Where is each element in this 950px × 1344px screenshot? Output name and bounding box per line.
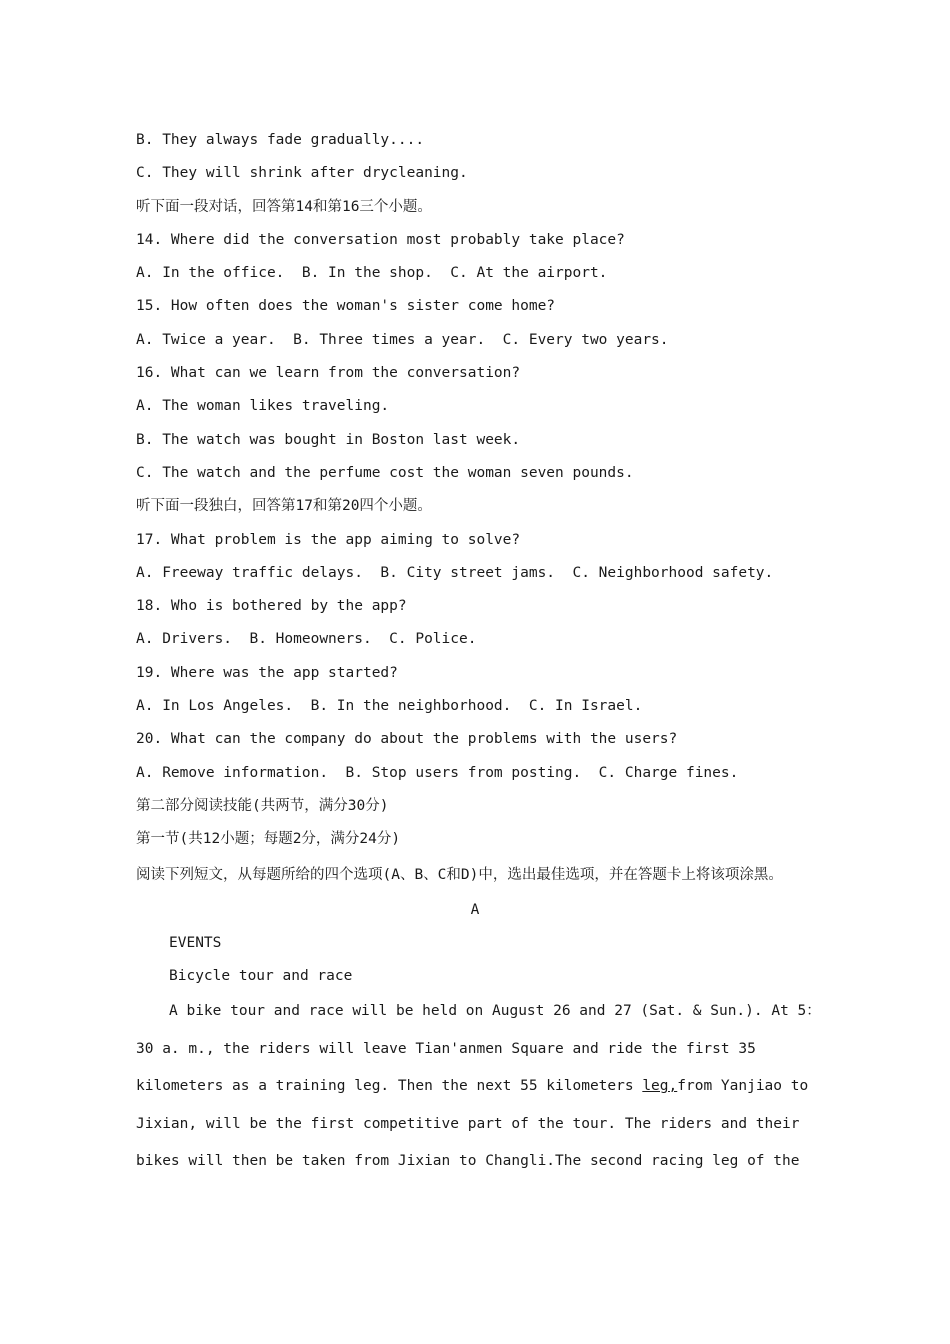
option-16-a: A. The woman likes traveling. bbox=[136, 398, 390, 415]
passage-subheading: Bicycle tour and race bbox=[169, 968, 353, 985]
reading-instruction: 阅读下列短文，从每题所给的四个选项(A、B、C和D)中，选出最佳选项，并在答题卡上将该项涂黑。 bbox=[136, 866, 783, 883]
underlined-word: leg, bbox=[642, 1078, 678, 1095]
listening-instruction: 听下面一段独白，回答第17和第20四个小题。 bbox=[136, 498, 432, 515]
question-19: 19. Where was the app started? bbox=[136, 664, 398, 681]
passage-letter: A bbox=[470, 901, 480, 918]
question-15: 15. How often does the woman's sister come home? bbox=[136, 298, 556, 315]
passage-paragraph bbox=[136, 993, 826, 1181]
question-14: 14. Where did the conversation most probably take place? bbox=[136, 231, 625, 248]
passage-text: A bike tour and race will be held on August 26 and 27 (Sat. & Sun.). At 5：30 a. m., the riders will leave Tian'anmen Square and ride the first 35 kilometers as a training leg. Then the next 55 kilometers bbox=[136, 1003, 821, 1095]
options-19: A. In Los Angeles. B. In the neighborhood. C. In Israel. bbox=[136, 698, 643, 715]
options-14: A. In the office. B. In the shop. C. At the airport. bbox=[136, 265, 608, 282]
passage-text: from Yanjiao to Jixian, will be the first competitive part of the tour. The riders and their bikes will then be taken from Jixian to Changli.The second racing leg of the bbox=[136, 1078, 809, 1170]
option-line: C. They will shrink after drycleaning. bbox=[136, 165, 468, 182]
question-17: 17. What problem is the app aiming to solve? bbox=[136, 531, 521, 548]
question-18: 18. Who is bothered by the app? bbox=[136, 598, 407, 615]
option-line: B. They always fade gradually.... bbox=[136, 132, 425, 148]
listening-instruction: 听下面一段对话，回答第14和第16三个小题。 bbox=[136, 198, 432, 215]
options-15: A. Twice a year. B. Three times a year. C. Every two years. bbox=[136, 331, 669, 348]
option-16-b: B. The watch was bought in Boston last week. bbox=[136, 431, 521, 448]
option-16-c: C. The watch and the perfume cost the woman seven pounds. bbox=[136, 464, 634, 481]
options-18: A. Drivers. B. Homeowners. C. Police. bbox=[136, 631, 477, 648]
options-20: A. Remove information. B. Stop users from posting. C. Charge fines. bbox=[136, 764, 739, 781]
question-16: 16. What can we learn from the conversation? bbox=[136, 365, 521, 382]
page-content bbox=[136, 124, 826, 1181]
options-17: A. Freeway traffic delays. B. City street jams. C. Neighborhood safety. bbox=[136, 564, 774, 581]
subsection-heading: 第一节(共12小题；每题2分，满分24分) bbox=[136, 831, 401, 848]
passage-heading: EVENTS bbox=[169, 934, 222, 951]
question-20: 20. What can the company do about the problems with the users? bbox=[136, 731, 678, 748]
section-heading: 第二部分阅读技能(共两节，满分30分) bbox=[136, 797, 389, 814]
